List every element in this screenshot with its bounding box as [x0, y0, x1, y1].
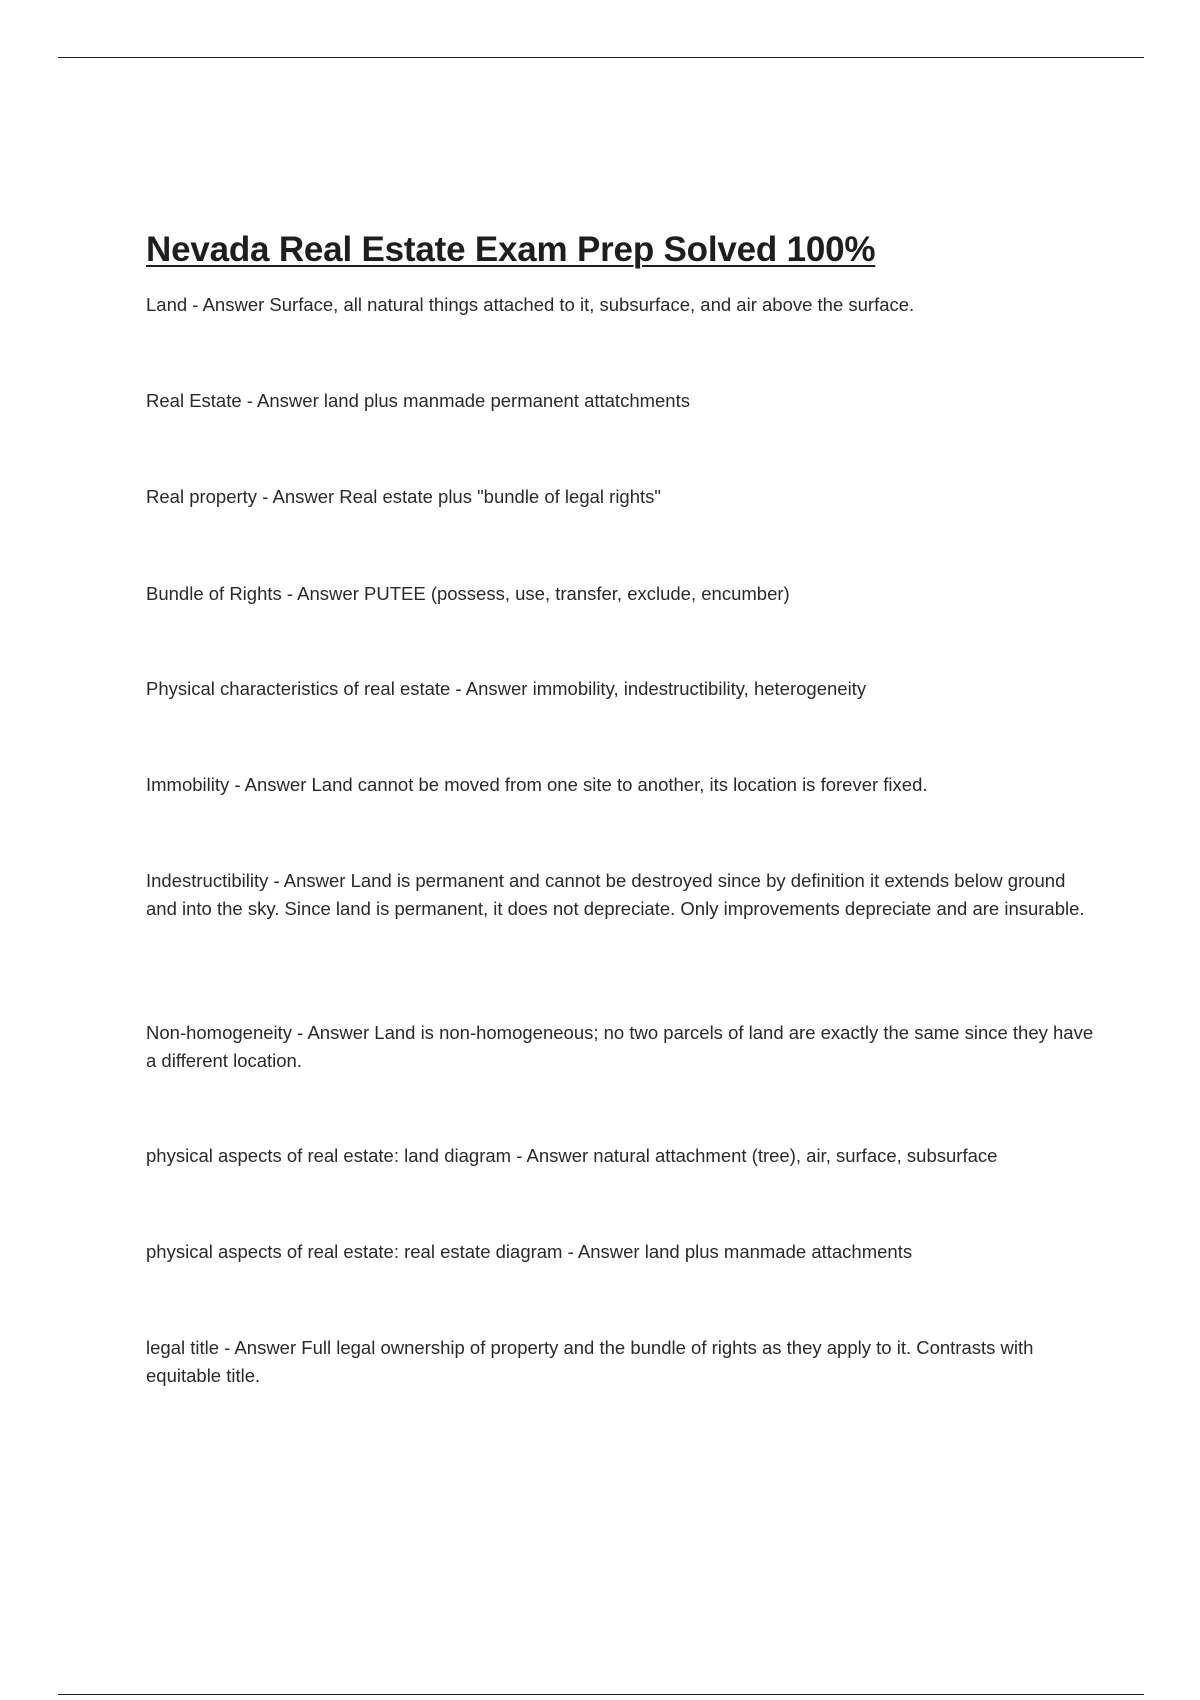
top-rule — [58, 57, 1144, 58]
document-title: Nevada Real Estate Exam Prep Solved 100% — [146, 230, 876, 269]
document-body — [146, 228, 1096, 1386]
entry-indestructibility: Indestructibility - Answer Land is permanent and cannot be destroyed since by definition it extends below ground and into the sky. Since land is permanent, it does not depreciate. Only improvements depreciate and are insurable. — [146, 870, 1085, 919]
entry-legal-title: legal title - Answer Full legal ownership of property and the bundle of rights as they apply to it. Contrasts with equitable title. — [146, 1337, 1034, 1386]
entry-physical-characteristics: Physical characteristics of real estate - Answer immobility, indestructibility, heterogeneity — [146, 678, 867, 699]
entry-bundle-of-rights: Bundle of Rights - Answer PUTEE (possess, use, transfer, exclude, encumber) — [146, 583, 790, 604]
entry-real-property: Real property - Answer Real estate plus "bundle of legal rights" — [146, 486, 661, 507]
entry-non-homogeneity: Non-homogeneity - Answer Land is non-homogeneous; no two parcels of land are exactly the same since they have a different location. — [146, 1022, 1094, 1071]
entry-real-estate: Real Estate - Answer land plus manmade permanent attatchments — [146, 390, 690, 411]
entry-real-estate-diagram: physical aspects of real estate: real estate diagram - Answer land plus manmade attachments — [146, 1241, 913, 1262]
entry-immobility: Immobility - Answer Land cannot be moved from one site to another, its location is forever fixed. — [146, 774, 928, 795]
entry-land-diagram: physical aspects of real estate: land diagram - Answer natural attachment (tree), air, surface, subsurface — [146, 1145, 998, 1166]
entry-land: Land - Answer Surface, all natural things attached to it, subsurface, and air above the surface. — [146, 294, 915, 315]
bottom-rule — [58, 1694, 1144, 1695]
